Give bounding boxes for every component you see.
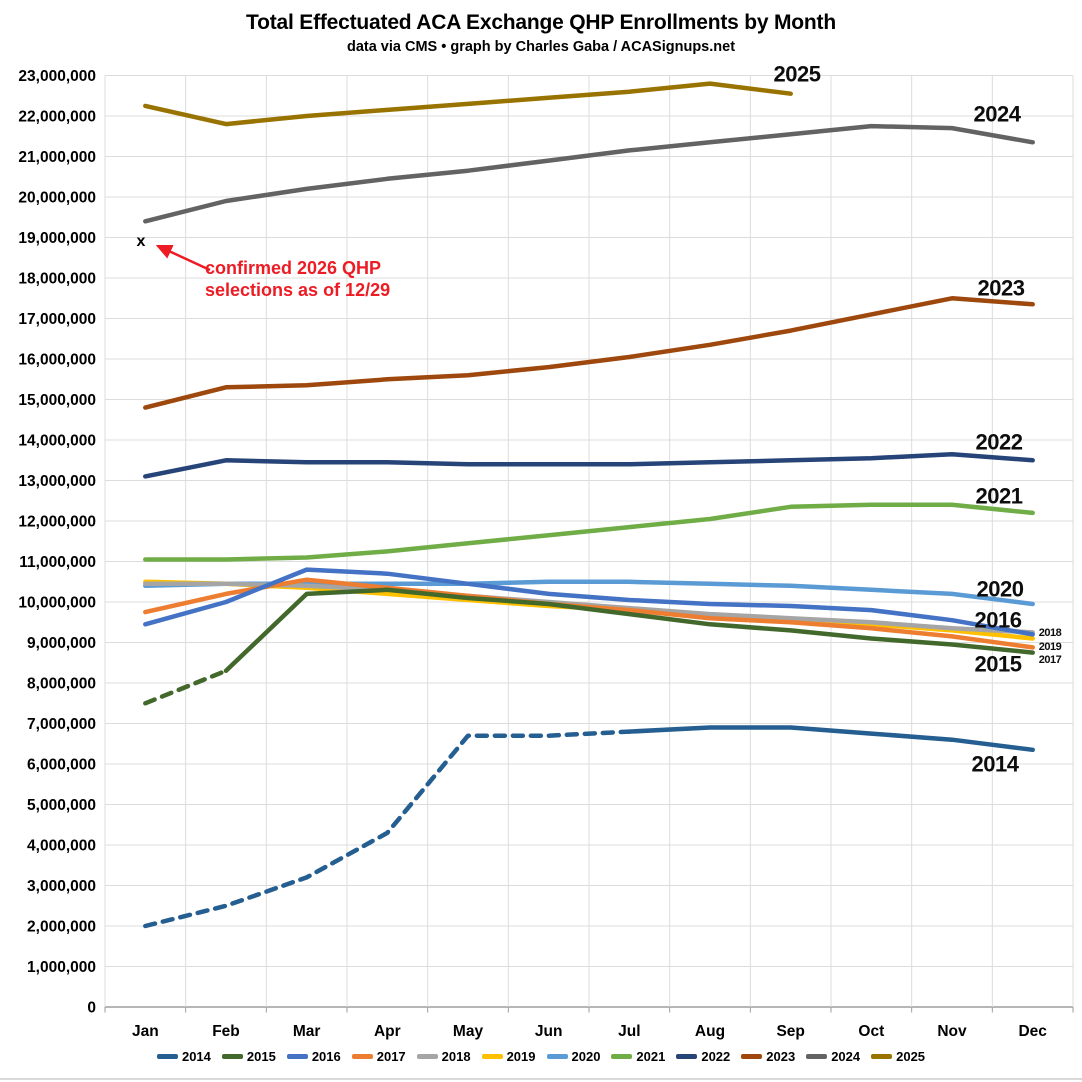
- legend-item-2015: [222, 1049, 276, 1064]
- annotation-arrow: [158, 246, 210, 270]
- year-label-2024: 2024: [973, 101, 1021, 127]
- y-tick-label: 9,000,000: [27, 635, 96, 652]
- legend-swatch-2020: [547, 1054, 568, 1059]
- y-tick-label: 18,000,000: [18, 270, 96, 288]
- annotation-text-line2: selections as of 12/29: [205, 280, 391, 300]
- y-tick-label: 23,000,000: [18, 68, 96, 85]
- legend-label-2023: 2023: [766, 1049, 796, 1064]
- legend-item-2021: [611, 1049, 665, 1064]
- year-label-2023: 2023: [977, 275, 1025, 301]
- confirmed-2026-x-marker: x: [136, 233, 146, 250]
- legend-swatch-2021: [611, 1054, 632, 1059]
- x-tick-label-mar: Mar: [292, 1023, 321, 1040]
- y-tick-label: 0: [87, 999, 96, 1017]
- y-tick-label: 12,000,000: [18, 513, 96, 531]
- legend-swatch-2024: [806, 1054, 827, 1059]
- annotation-text-line1: confirmed 2026 QHP: [205, 258, 382, 278]
- year-label-2022: 2022: [975, 429, 1023, 455]
- year-label-2020: 2020: [976, 576, 1024, 602]
- x-tick-label-jan: Jan: [131, 1023, 159, 1040]
- x-tick-label-dec: Dec: [1018, 1023, 1047, 1040]
- year-label-2015: 2015: [974, 651, 1022, 677]
- y-tick-label: 1,000,000: [27, 959, 96, 976]
- legend-item-2024: [806, 1049, 860, 1064]
- legend-item-2022: [676, 1049, 730, 1064]
- y-tick-label: 17,000,000: [18, 311, 96, 328]
- legend-label-2022: 2022: [701, 1049, 731, 1064]
- legend-item-2014: [157, 1049, 211, 1064]
- legend-swatch-2018: [417, 1054, 438, 1059]
- year-label-2021: 2021: [975, 483, 1023, 509]
- year-labels: [774, 62, 1062, 777]
- y-tick-label: 4,000,000: [27, 837, 96, 855]
- y-tick-label: 16,000,000: [18, 351, 96, 369]
- legend-label-2018: 2018: [441, 1049, 471, 1064]
- chart-title: Total Effectuated ACA Exchange QHP Enrollments by Month: [246, 11, 836, 34]
- legend-label-2017: 2017: [376, 1049, 406, 1064]
- legend-swatch-2019: [482, 1054, 503, 1059]
- legend-swatch-2025: [871, 1054, 892, 1059]
- x-tick-label-apr: Apr: [373, 1023, 401, 1040]
- y-tick-label: 6,000,000: [27, 756, 96, 774]
- legend-item-2017: [352, 1049, 406, 1064]
- x-axis-labels: [132, 1023, 1047, 1040]
- legend-label-2025: 2025: [896, 1049, 926, 1064]
- legend-label-2020: 2020: [571, 1049, 601, 1064]
- y-tick-label: 13,000,000: [18, 473, 96, 490]
- chart-subtitle: data via CMS • graph by Charles Gaba / ACASignups.net: [346, 39, 736, 55]
- chart-legend: [0, 1049, 1082, 1064]
- legend-item-2020: [547, 1049, 601, 1064]
- series-line-2025: [145, 84, 790, 125]
- x-tick-label-oct: Oct: [858, 1023, 885, 1040]
- legend-item-2018: [417, 1049, 471, 1064]
- y-tick-label: 22,000,000: [18, 108, 96, 126]
- year-label-2018: 2018: [1038, 627, 1062, 639]
- year-label-2016: 2016: [974, 607, 1022, 633]
- y-tick-label: 3,000,000: [27, 878, 96, 895]
- y-tick-label: 19,000,000: [18, 230, 96, 247]
- legend-label-2021: 2021: [636, 1049, 666, 1064]
- legend-item-2025: [871, 1049, 925, 1064]
- year-label-2014: 2014: [971, 751, 1019, 777]
- legend-label-2019: 2019: [506, 1049, 536, 1064]
- legend-swatch-2015: [222, 1054, 243, 1059]
- y-tick-label: 2,000,000: [27, 918, 96, 936]
- y-tick-label: 5,000,000: [27, 797, 96, 814]
- x-tick-label-aug: Aug: [694, 1023, 726, 1040]
- x-tick-label-may: May: [452, 1023, 484, 1040]
- y-tick-label: 15,000,000: [18, 392, 96, 409]
- legend-swatch-2017: [352, 1054, 373, 1059]
- y-tick-label: 14,000,000: [18, 432, 96, 450]
- legend-item-2019: [482, 1049, 536, 1064]
- year-label-2025: 2025: [773, 61, 821, 87]
- x-tick-label-nov: Nov: [937, 1023, 967, 1040]
- year-label-2017: 2017: [1038, 654, 1062, 666]
- x-tick-label-sep: Sep: [776, 1023, 805, 1040]
- y-tick-label: 11,000,000: [19, 554, 96, 571]
- x-tick-label-feb: Feb: [212, 1023, 240, 1040]
- legend-item-2016: [287, 1049, 341, 1064]
- legend-swatch-2022: [676, 1054, 697, 1059]
- legend-swatch-2023: [741, 1054, 762, 1059]
- annotation-2026: [137, 233, 391, 300]
- legend-swatch-2016: [287, 1054, 308, 1059]
- x-tick-label-jun: Jun: [534, 1023, 563, 1040]
- x-tick-label-jul: Jul: [618, 1023, 641, 1040]
- y-axis-labels: [18, 68, 96, 1017]
- bottom-edge-divider: [0, 1078, 1082, 1080]
- y-tick-label: 21,000,000: [18, 149, 96, 166]
- legend-label-2024: 2024: [831, 1049, 861, 1064]
- y-tick-label: 10,000,000: [18, 594, 96, 612]
- y-tick-label: 7,000,000: [27, 716, 96, 733]
- y-tick-label: 8,000,000: [27, 675, 96, 693]
- gridlines: [105, 76, 1073, 1013]
- y-tick-label: 20,000,000: [18, 189, 96, 207]
- year-label-2019: 2019: [1038, 641, 1062, 653]
- series-line-2014-dashed: [145, 732, 629, 926]
- legend-swatch-2014: [157, 1054, 178, 1059]
- legend-label-2015: 2015: [246, 1049, 276, 1064]
- legend-label-2016: 2016: [311, 1049, 341, 1064]
- legend-item-2023: [741, 1049, 795, 1064]
- legend-label-2014: 2014: [181, 1049, 211, 1064]
